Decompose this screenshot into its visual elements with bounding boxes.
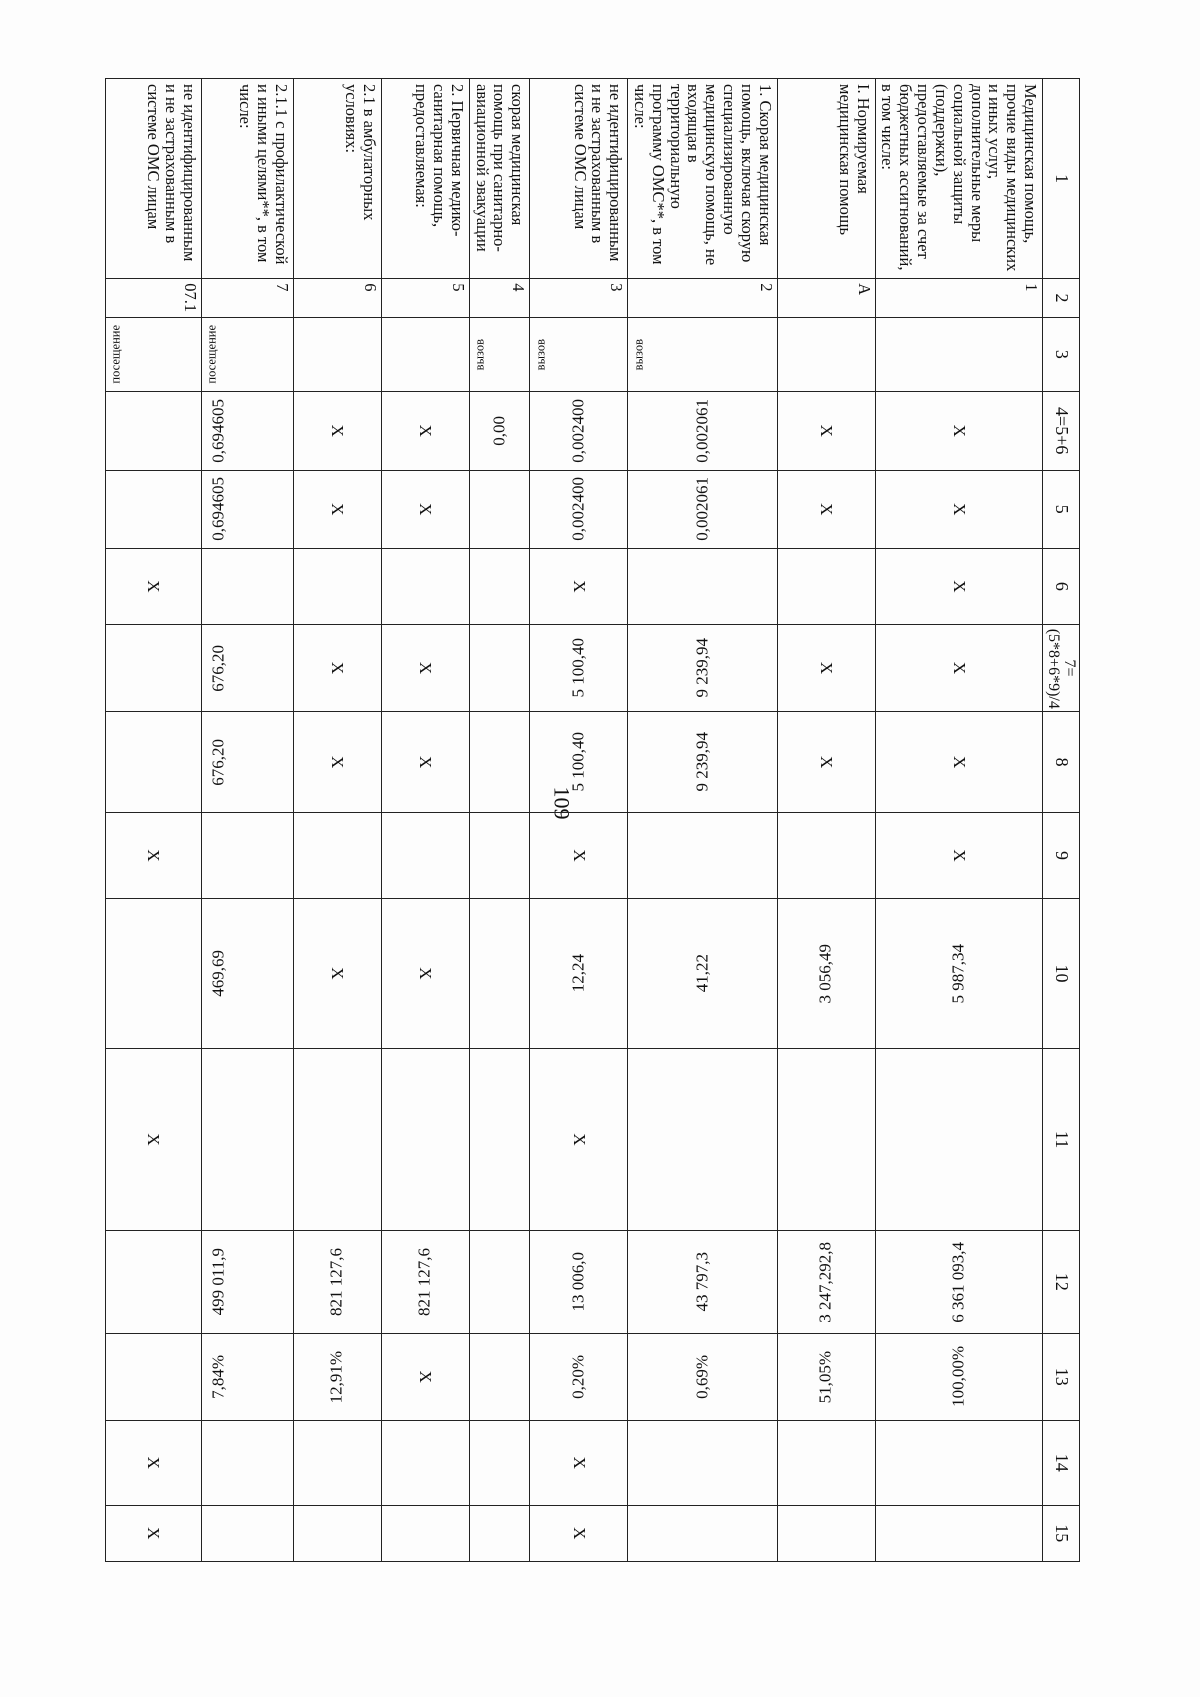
table-row [777,79,875,1562]
row-label: Медицинская помощь, прочие виды медицинских и иных услуг, дополнительные меры социальной защиты (поддержки), предоставляемые за счет бюджетных ассигнований, в том числе: [875,79,1042,279]
header-cell: 5 [1043,470,1080,549]
unit-cell [105,317,201,391]
header-cell: 1 [1043,79,1080,279]
inverted-value: 821 127,6 [415,1247,435,1316]
unit-cell [628,317,778,391]
inverted-value: вызов [472,338,487,370]
value-cell [293,1421,381,1506]
value-cell [293,1231,381,1333]
unit-cell [777,317,875,391]
page-number: 109 [549,786,575,820]
value-cell [381,1048,469,1230]
value-cell: Х [293,899,381,1049]
value-cell: Х [381,470,469,549]
row-code: 1 [875,279,1042,318]
inverted-value: 676,20 [208,738,228,786]
value-cell: Х [530,1505,628,1561]
unit-cell [293,317,381,391]
value-cell [469,470,529,549]
value-cell: Х [105,1421,201,1506]
header-cell: 11 [1043,1048,1080,1230]
inverted-value: посещение [108,325,123,384]
inverted-value: посещение [204,325,219,384]
value-cell [469,1333,529,1420]
table-row [105,79,201,1562]
value-cell [628,1048,778,1230]
row-code: 6 [293,279,381,318]
row-code: 07.1 [105,279,201,318]
value-cell [469,1048,529,1230]
unit-cell [469,317,529,391]
value-cell [530,624,628,711]
inverted-value: 0,002400 [568,477,588,542]
row-label: 1. Скорая медицинская помощь, включая скорую специализированную медицинскую помощь, не входящая в территориальную программу ОМС**, в том числе: [628,79,778,279]
value-cell [875,899,1042,1049]
value-cell [201,391,293,470]
value-cell [201,1048,293,1230]
table-row [381,79,469,1562]
value-cell: Х [381,624,469,711]
table-row [469,79,529,1562]
value-cell [201,470,293,549]
row-label: 2.1.1 с профилактической и иными целями**, в том числе: [201,79,293,279]
value-cell [201,1231,293,1333]
value-cell [201,549,293,625]
value-cell [201,712,293,813]
value-cell [628,391,778,470]
header-cell: 6 [1043,549,1080,625]
inverted-value: 0,00 [489,415,509,446]
inverted-value: 7,84% [208,1354,228,1399]
value-cell: Х [530,1048,628,1230]
row-code: 7 [201,279,293,318]
value-cell [105,391,201,470]
value-cell [777,813,875,899]
value-cell [469,899,529,1049]
header-cell: 15 [1043,1505,1080,1561]
value-cell [105,899,201,1049]
row-label: не идентифицированным и не застрахованным в системе ОМС лицам [530,79,628,279]
inverted-value: 41,22 [692,954,712,993]
value-cell [293,1333,381,1420]
value-cell [777,1048,875,1230]
inverted-value: вызов [533,338,548,370]
value-cell [469,391,529,470]
value-cell: Х [293,470,381,549]
value-cell [777,1421,875,1506]
inverted-value: 6 361 093,4 [948,1241,968,1323]
value-cell [628,712,778,813]
value-cell [105,1231,201,1333]
value-cell [293,1505,381,1561]
header-cell: 13 [1043,1333,1080,1420]
value-cell [530,899,628,1049]
value-cell [201,899,293,1049]
value-cell [875,1231,1042,1333]
header-cell: 8 [1043,712,1080,813]
value-cell [530,1333,628,1420]
row-code: 3 [530,279,628,318]
value-cell [628,624,778,711]
value-cell [628,549,778,625]
value-cell: Х [530,1421,628,1506]
value-cell [201,813,293,899]
value-cell [105,1333,201,1420]
inverted-value: 9 239,94 [692,638,712,698]
value-cell [628,1231,778,1333]
row-code: 5 [381,279,469,318]
unit-cell [530,317,628,391]
header-cell: 12 [1043,1231,1080,1333]
value-cell [777,1333,875,1420]
value-cell [381,813,469,899]
value-cell [875,1505,1042,1561]
value-cell: Х [875,624,1042,711]
value-cell [105,624,201,711]
row-code: 2 [628,279,778,318]
inverted-value: 0,20% [568,1354,588,1399]
row-label: 2.1 в амбулаторных условиях: [293,79,381,279]
value-cell [105,712,201,813]
value-cell [530,1231,628,1333]
value-cell [293,1048,381,1230]
header-cell: 9 [1043,813,1080,899]
value-cell [530,470,628,549]
inverted-value: 0,002061 [692,477,712,542]
value-cell [777,1505,875,1561]
table-row [875,79,1042,1562]
value-cell: Х [875,470,1042,549]
value-cell [530,712,628,813]
value-cell [777,549,875,625]
inverted-value: 3 247,292,8 [816,1241,836,1323]
unit-cell [201,317,293,391]
inverted-value: 13 006,0 [568,1252,588,1312]
value-cell [381,549,469,625]
value-cell [469,549,529,625]
value-cell [105,470,201,549]
value-cell: Х [293,712,381,813]
value-cell [201,1505,293,1561]
inverted-value: 0,002061 [692,398,712,463]
value-cell [469,712,529,813]
inverted-value: 100,00% [948,1346,968,1408]
value-cell [875,1048,1042,1230]
inverted-value: 5 987,34 [948,943,968,1004]
value-cell [628,1505,778,1561]
value-cell: Х [381,712,469,813]
row-label: I. Нормируемая медицинская помощь [777,79,875,279]
header-cell: 7= (5*8+6*9)/4 [1043,624,1080,711]
value-cell: Х [875,391,1042,470]
inverted-value: 5 100,40 [568,732,588,792]
value-cell [469,1421,529,1506]
inverted-value: 0,694605 [208,398,228,463]
unit-cell [381,317,469,391]
inverted-value: 469,69 [208,950,228,997]
row-code: А [777,279,875,318]
value-cell: Х [875,549,1042,625]
value-cell [201,1333,293,1420]
inverted-value: 0,69% [692,1354,712,1399]
value-cell: Х [777,391,875,470]
inverted-value: 9 239,94 [692,732,712,792]
header-cell: 2 [1043,279,1080,318]
inverted-value: 43 797,3 [692,1252,712,1312]
inverted-value: 12,91% [327,1350,347,1403]
table-row [293,79,381,1562]
value-cell [628,470,778,549]
table-row [530,79,628,1562]
value-cell [381,1231,469,1333]
value-cell: Х [777,470,875,549]
value-cell: Х [293,391,381,470]
value-cell [469,1505,529,1561]
header-cell: 14 [1043,1421,1080,1506]
value-cell: Х [777,624,875,711]
value-cell: Х [105,813,201,899]
budget-table [105,78,1080,1562]
value-cell [201,624,293,711]
table-row [201,79,293,1562]
value-cell [381,1505,469,1561]
value-cell [628,899,778,1049]
value-cell [201,1421,293,1506]
value-cell [469,813,529,899]
value-cell: Х [530,813,628,899]
value-cell: Х [105,549,201,625]
value-cell: Х [777,712,875,813]
value-cell [293,813,381,899]
value-cell [628,1421,778,1506]
inverted-value: 5 100,40 [568,638,588,698]
header-cell: 4=5+6 [1043,391,1080,470]
rotated-table-wrapper [110,78,1080,1562]
row-code: 4 [469,279,529,318]
inverted-value: 3 056,49 [816,943,836,1004]
value-cell [875,1333,1042,1420]
value-cell: Х [381,391,469,470]
value-cell [777,1231,875,1333]
value-cell [628,1333,778,1420]
table-row [628,79,778,1562]
value-cell [293,549,381,625]
inverted-value: 0,694605 [208,477,228,542]
unit-cell [875,317,1042,391]
row-label: 2. Первичная медико-санитарная помощь, предоставляемая: [381,79,469,279]
inverted-value: 499 011,9 [208,1248,228,1316]
row-label: не идентифицированным и не застрахованным в системе ОМС лицам [105,79,201,279]
header-cell: 10 [1043,899,1080,1049]
value-cell: Х [530,549,628,625]
inverted-value: 12,24 [568,954,588,993]
value-cell [530,391,628,470]
header-row [1043,79,1080,1562]
value-cell [777,899,875,1049]
value-cell [469,624,529,711]
value-cell: Х [875,712,1042,813]
value-cell [875,1421,1042,1506]
value-cell [381,1421,469,1506]
inverted-value: вызов [631,338,646,370]
value-cell: Х [105,1048,201,1230]
value-cell: Х [381,1333,469,1420]
value-cell [469,1231,529,1333]
inverted-value: 821 127,6 [327,1247,347,1316]
value-cell: Х [875,813,1042,899]
row-label: скорая медицинская помощь при санитарно-авиационной эвакуации [469,79,529,279]
header-cell: 3 [1043,317,1080,391]
value-cell: Х [381,899,469,1049]
value-cell: Х [293,624,381,711]
value-cell: Х [105,1505,201,1561]
inverted-value: 0,002400 [568,398,588,463]
value-cell [628,813,778,899]
inverted-value: 51,05% [816,1350,836,1403]
inverted-value: 676,20 [208,644,228,692]
